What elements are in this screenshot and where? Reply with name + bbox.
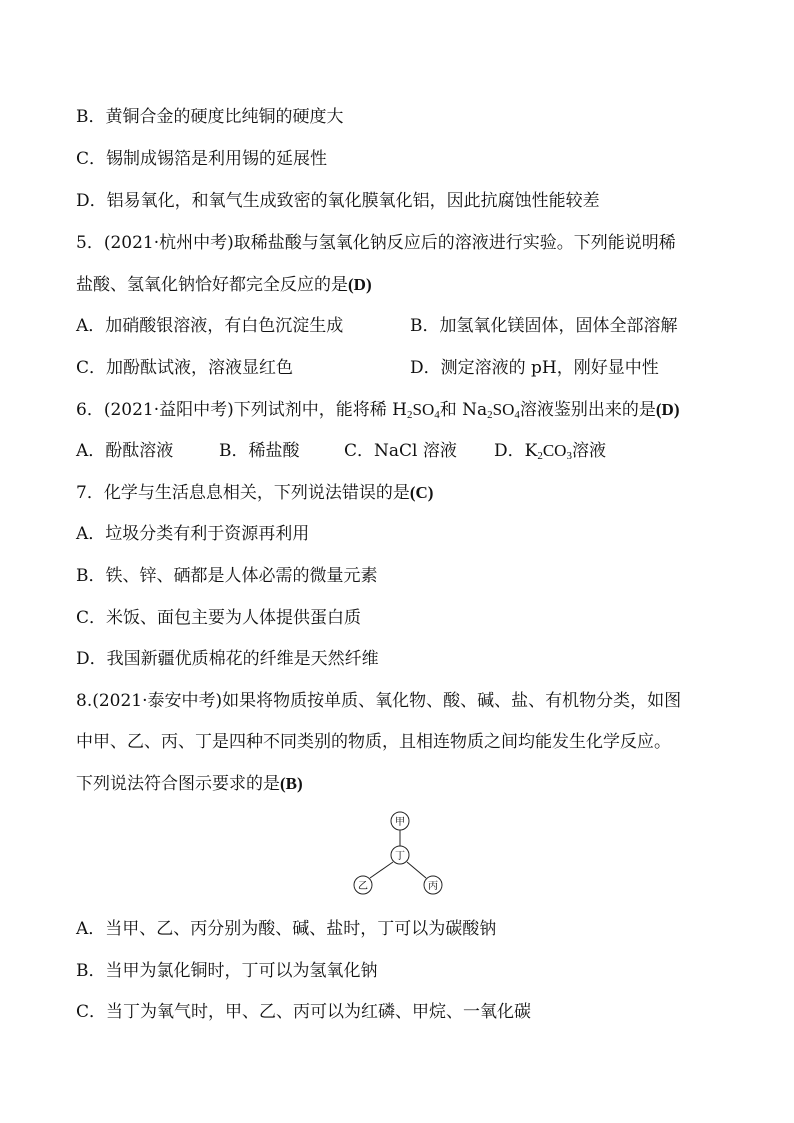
q4-option-b: B．黄铜合金的硬度比纯铜的硬度大 [76,107,344,127]
q7-option-d: D．我国新疆优质棉花的纤维是天然纤维 [76,649,379,669]
q7-stem [76,483,433,503]
diagram-edge-left [370,862,393,878]
q8-option-b: B．当甲为氯化铜时，丁可以为氢氧化钠 [76,961,378,981]
q8-option-a: A．当甲、乙、丙分别为酸、碱、盐时，丁可以为碳酸钠 [76,919,497,939]
q8-relation-diagram [340,805,460,905]
diagram-node-right [424,876,442,894]
diagram-node-right-label: 丙 [428,881,438,892]
q8-stem-line3 [76,774,303,794]
q5-stem-text: 盐酸、氢氧化钠恰好都完全反应的是 [76,275,348,295]
q6-option-d-post: 溶液 [571,441,606,461]
q8-stem-line1: 8.(2021·泰安中考)如果将物质按单质、氧化物、酸、碱、盐、有机物分类，如图 [76,691,682,711]
diagram-node-center [391,846,409,864]
q6-option-d-pre: D．K [494,441,538,461]
diagram-node-top-label: 甲 [395,817,405,828]
q6-option-d: D．$K_2CO_3$溶液 [494,441,606,462]
q8-answer: (B) [280,774,303,793]
q5-option-d: D．测定溶液的 pH，刚好显中性 [410,358,659,378]
diagram-node-center-label: 丁 [395,851,405,862]
q7-stem-text: 7．化学与生活息息相关，下列说法错误的是 [76,483,410,503]
q7-answer: (C) [409,483,434,502]
q6-stem-mid: 和 Na [439,400,488,420]
q7-option-a: A．垃圾分类有利于资源再利用 [76,524,310,544]
q6-stem-pre: 6．(2021·益阳中考)下列试剂中，能将稀 H [76,400,407,420]
diagram-node-left-label: 乙 [358,881,368,892]
diagram-node-top [391,812,409,830]
q5-option-b: B．加氢氧化镁固体，固体全部溶解 [410,316,678,336]
q5-stem-line1: 5．(2021·杭州中考)取稀盐酸与氢氧化钠反应后的溶液进行实验。下列能说明稀 [76,233,676,253]
q4-option-c: C．锡制成锡箔是利用锡的延展性 [76,149,328,169]
q5-option-a: A．加硝酸银溶液，有白色沉淀生成 [76,316,344,336]
q8-stem-text: 下列说法符合图示要求的是 [76,774,280,794]
q7-option-c: C．米饭、面包主要为人体提供蛋白质 [76,608,362,628]
q5-stem-line2 [76,275,372,295]
diagram-edge-right [407,862,426,878]
diagram-node-left [354,876,372,894]
q6-option-b: B．稀盐酸 [219,441,300,461]
q6-stem: 6．(2021·益阳中考)下列试剂中，能将稀 $H_2SO_4$和 $Na_2SO_4$溶液鉴别出来的是(D) [76,400,680,421]
q6-stem-post: 溶液鉴别出来的是 [519,400,656,420]
q6-option-a: A．酚酞溶液 [76,441,174,461]
q6-answer: (D) [655,400,680,419]
q7-option-b: B．铁、锌、硒都是人体必需的微量元素 [76,566,378,586]
q4-option-d: D．铝易氧化，和氧气生成致密的氧化膜氧化铝，因此抗腐蚀性能较差 [76,191,600,211]
q8-option-c: C．当丁为氧气时，甲、乙、丙可以为红磷、甲烷、一氧化碳 [76,1002,532,1022]
q6-option-c: C．NaCl 溶液 [344,441,457,461]
q5-option-c: C．加酚酞试液，溶液显红色 [76,358,294,378]
q5-answer: (D) [348,275,372,294]
q8-stem-line2: 中甲、乙、丙、丁是四种不同类别的物质，且相连物质之间均能发生化学反应。 [76,732,671,752]
